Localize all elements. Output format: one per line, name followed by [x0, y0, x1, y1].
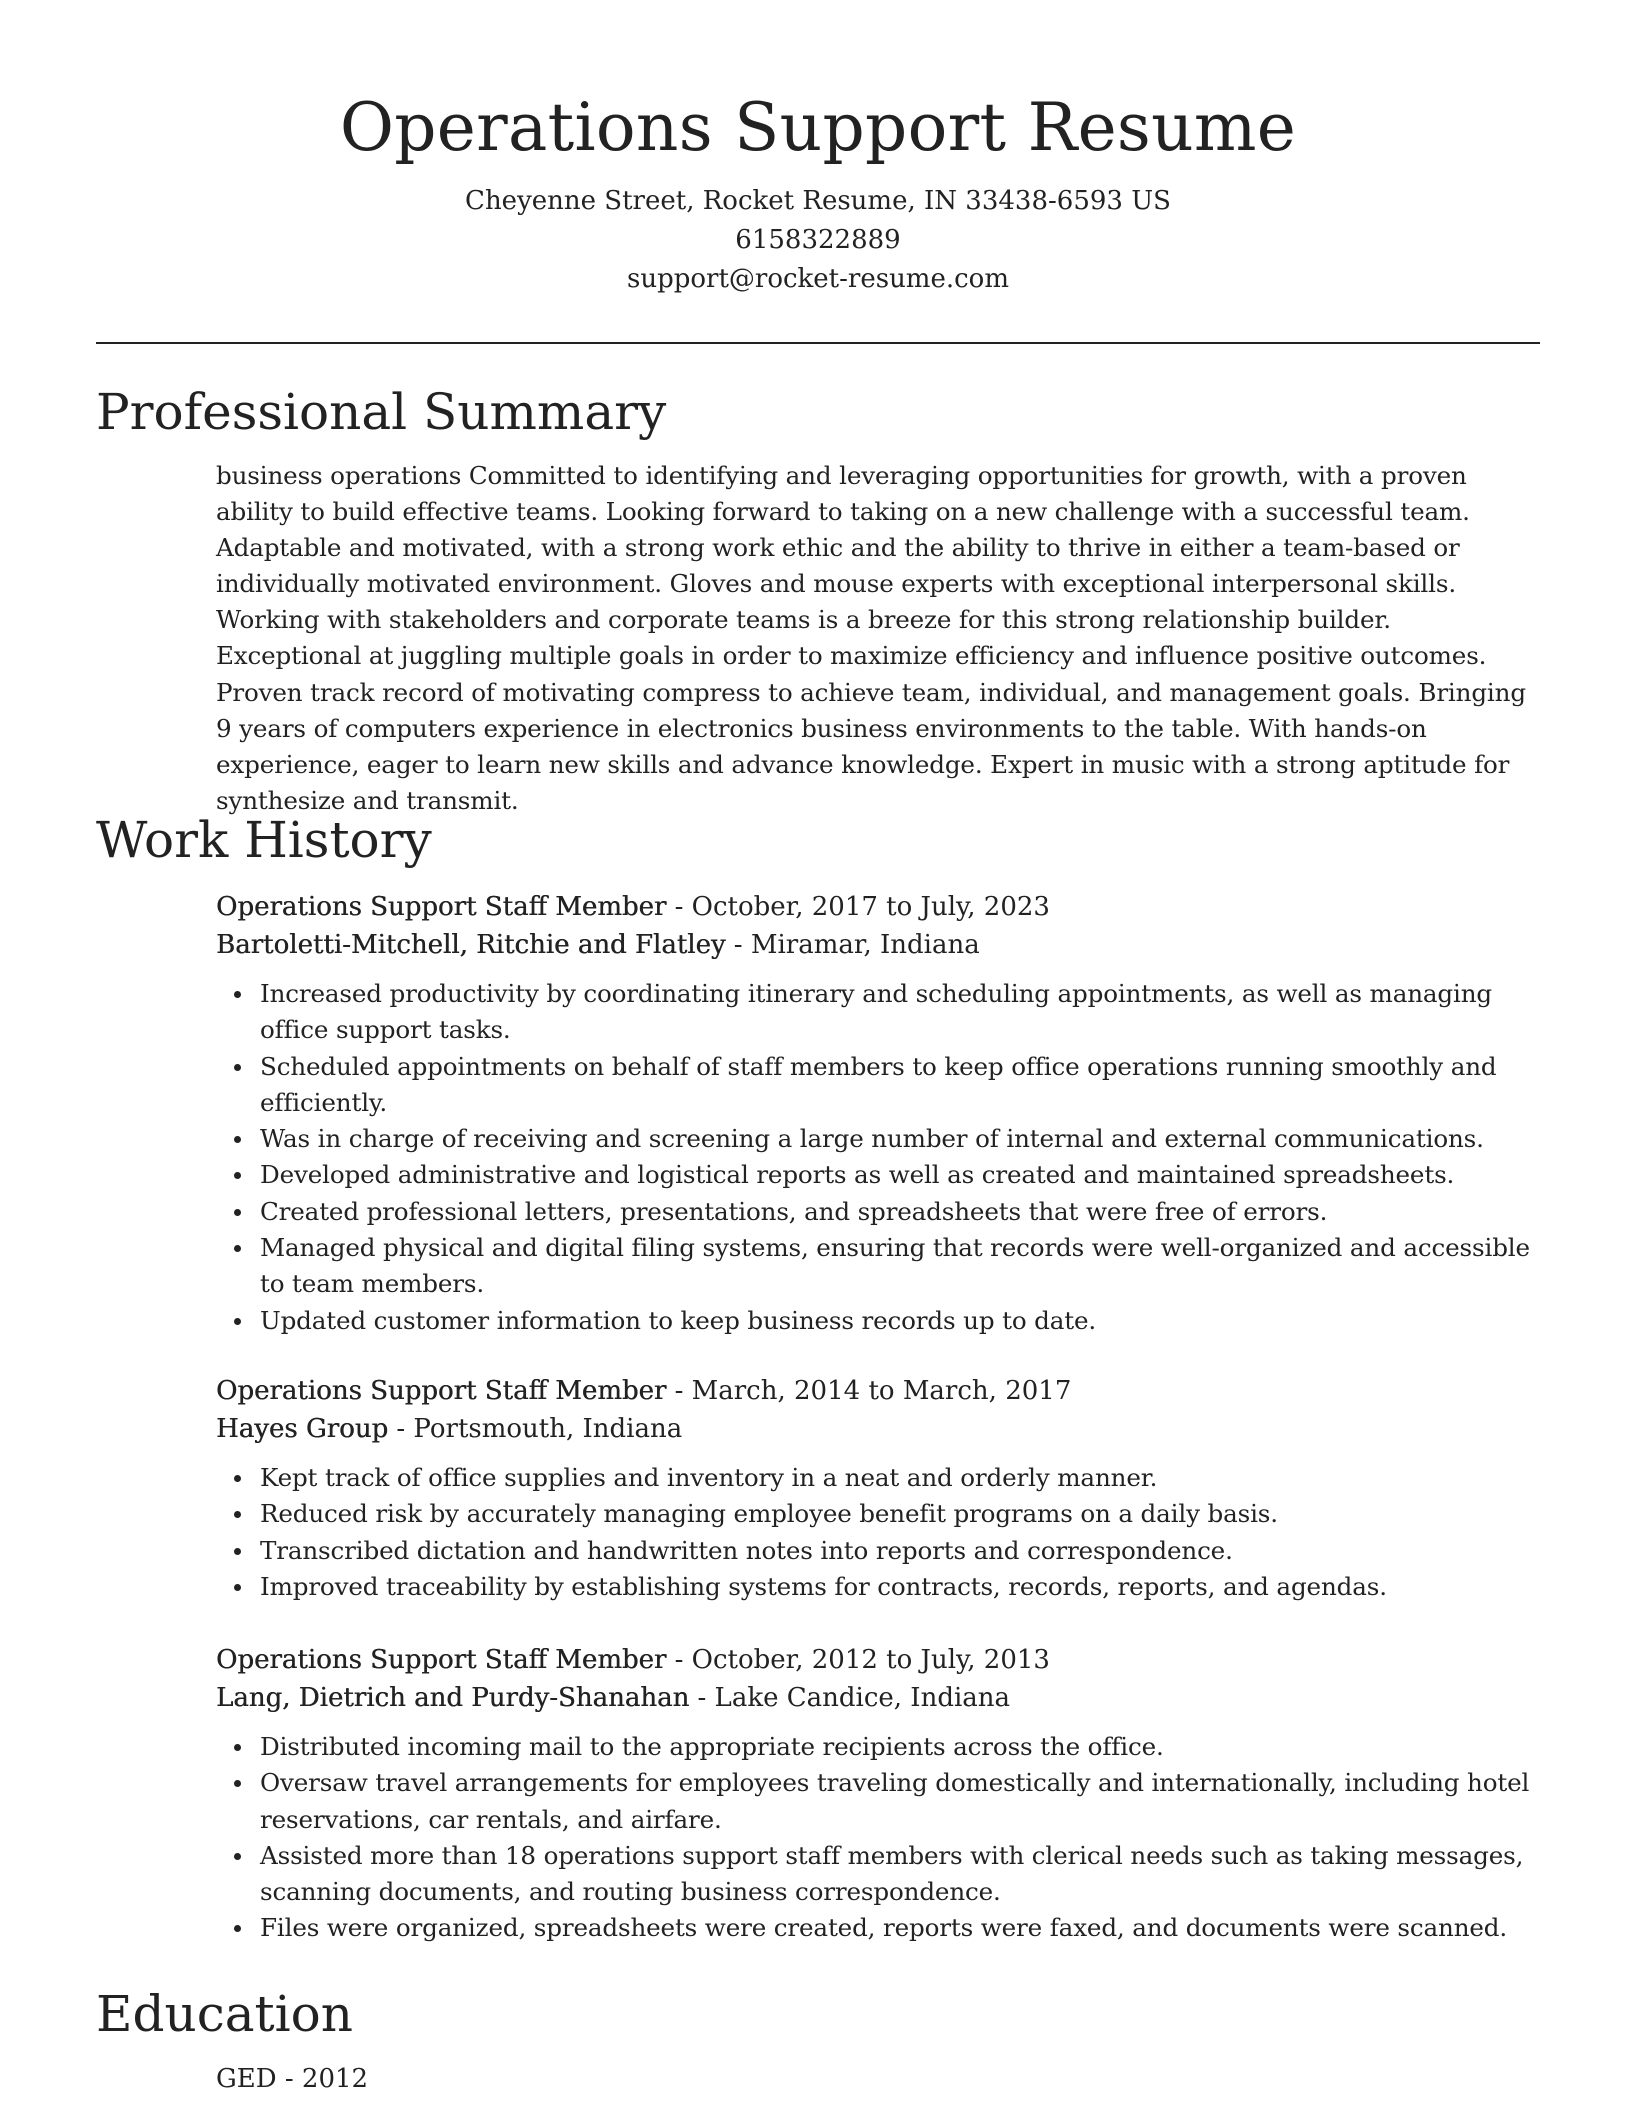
job-dates: - October, 2017 to July, 2023 — [666, 892, 1050, 922]
job-bullet: Reduced risk by accurately managing employee benefit programs on a daily basis. — [260, 1496, 1540, 1532]
job-bullet: Increased productivity by coordinating itinerary and scheduling appointments, as well as managing office support tasks. — [260, 976, 1540, 1049]
job-title-line — [216, 1641, 1540, 1679]
job-title-line — [216, 1372, 1540, 1410]
job-company-line — [216, 1410, 1540, 1448]
summary-heading: Professional Summary — [96, 383, 667, 441]
contact-info — [96, 182, 1540, 299]
job-dates: - October, 2012 to July, 2013 — [666, 1645, 1050, 1675]
education-section — [216, 2060, 1540, 2098]
job-bullet: Scheduled appointments on behalf of staff members to keep office operations running smoothly and efficiently. — [260, 1049, 1540, 1122]
education-entry — [216, 2060, 1540, 2098]
job-bullets — [216, 976, 1540, 1339]
education-heading: Education — [96, 1985, 353, 2043]
job-company: Lang, Dietrich and Purdy-Shanahan — [216, 1683, 690, 1713]
job-dates: - March, 2014 to March, 2017 — [666, 1376, 1072, 1406]
contact-address: Cheyenne Street, Rocket Resume, IN 33438-6593 US — [465, 186, 1171, 216]
contact-email: support@rocket-resume.com — [626, 264, 1009, 294]
job-title: Operations Support Staff Member — [216, 1376, 667, 1406]
job-entry — [216, 1372, 1540, 1605]
job-bullet: Developed administrative and logistical reports as well as created and maintained spreadsheets. — [260, 1157, 1540, 1193]
job-location: - Portsmouth, Indiana — [388, 1414, 683, 1444]
job-bullet: Oversaw travel arrangements for employees traveling domestically and internationally, including hotel reservations, car rentals, and airfare. — [260, 1765, 1540, 1838]
job-bullet: Distributed incoming mail to the appropriate recipients across the office. — [260, 1729, 1540, 1765]
job-bullets — [216, 1729, 1540, 1947]
contact-phone: 6158322889 — [735, 225, 901, 255]
job-company-line — [216, 1679, 1540, 1717]
job-entry — [216, 888, 1540, 1339]
job-location: - Lake Candice, Indiana — [689, 1683, 1011, 1713]
header-divider — [96, 342, 1540, 344]
job-company-line — [216, 926, 1540, 964]
job-bullet: Updated customer information to keep business records up to date. — [260, 1303, 1540, 1339]
job-title: Operations Support Staff Member — [216, 892, 667, 922]
job-company: Bartoletti-Mitchell, Ritchie and Flatley — [216, 930, 726, 960]
job-bullet: Was in charge of receiving and screening a large number of internal and external communications. — [260, 1121, 1540, 1157]
work-history-heading: Work History — [96, 811, 432, 869]
education-year: - 2012 — [276, 2064, 369, 2094]
summary-section — [216, 458, 1540, 819]
job-bullet: Files were organized, spreadsheets were created, reports were faxed, and documents were scanned. — [260, 1910, 1540, 1946]
job-title: Operations Support Staff Member — [216, 1645, 667, 1675]
job-title-line — [216, 888, 1540, 926]
job-bullet: Kept track of office supplies and inventory in a neat and orderly manner. — [260, 1460, 1540, 1496]
job-bullet: Created professional letters, presentations, and spreadsheets that were free of errors. — [260, 1194, 1540, 1230]
resume-title: Operations Support Resume — [339, 89, 1297, 166]
job-bullet: Improved traceability by establishing systems for contracts, records, reports, and agendas. — [260, 1569, 1540, 1605]
job-bullet: Transcribed dictation and handwritten notes into reports and correspondence. — [260, 1533, 1540, 1569]
job-bullet: Managed physical and digital filing systems, ensuring that records were well-organized and accessible to team members. — [260, 1230, 1540, 1303]
job-bullets — [216, 1460, 1540, 1605]
job-entry — [216, 1641, 1540, 1947]
education-degree: GED — [216, 2064, 277, 2094]
job-company: Hayes Group — [216, 1414, 389, 1444]
job-location: - Miramar, Indiana — [725, 930, 980, 960]
resume-header — [96, 82, 1540, 299]
job-bullet: Assisted more than 18 operations support staff members with clerical needs such as taking messages, scanning documents, and routing business correspondence. — [260, 1838, 1540, 1911]
summary-text: business operations Committed to identifying and leveraging opportunities for growth, with a proven ability to build effective teams. Looking forward to taking on a new challenge with a successful team. Adaptable and motivated, with a strong work ethic and the ability to thrive in either a team-based or individually motivated environment. Gloves and mouse experts with exceptional interpersonal skills. Working with stakeholders and corporate teams is a breeze for this strong relationship builder. Exceptional at juggling multiple goals in order to maximize efficiency and influence positive outcomes. Proven track record of motivating compress to achieve team, individual, and management goals. Bringing 9 years of computers experience in electronics business environments to the table. With hands-on experience, eager to learn new skills and advance knowledge. Expert in music with a strong aptitude for synthesize and transmit. — [216, 461, 1526, 815]
